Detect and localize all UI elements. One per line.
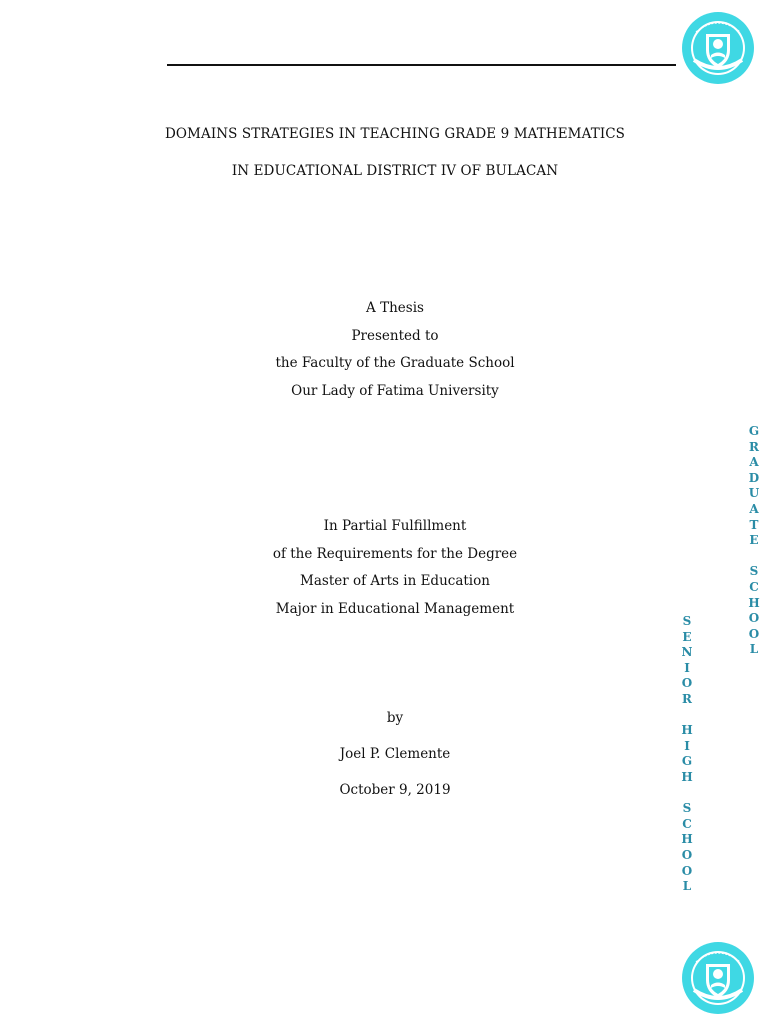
presentation-block bbox=[0, 295, 768, 405]
presentation-line: the Faculty of the Graduate School bbox=[275, 355, 515, 371]
presentation-line: Our Lady of Fatima University bbox=[291, 382, 499, 399]
presentation-line: A Thesis bbox=[366, 300, 424, 316]
author-name: Joel P. Clemente bbox=[339, 746, 451, 762]
senior-high-school-vertical-label: S E N I O R H I G H S C H O O L bbox=[681, 614, 693, 894]
thesis-title-line-2: IN EDUCATIONAL DISTRICT IV OF BULACAN bbox=[231, 163, 559, 179]
graduate-school-vertical-label: G R A D U A T E S C H O O L bbox=[748, 424, 760, 657]
date-block bbox=[0, 777, 768, 805]
fulfillment-line: Major in Educational Management bbox=[275, 600, 515, 617]
university-seal-icon-top bbox=[680, 10, 756, 86]
author-block bbox=[0, 741, 768, 769]
university-seal-icon-bottom bbox=[680, 940, 756, 1016]
fulfillment-line: Master of Arts in Education bbox=[300, 573, 490, 589]
submission-date: October 9, 2019 bbox=[339, 782, 451, 798]
fulfillment-block bbox=[0, 513, 768, 623]
header-rule bbox=[167, 64, 676, 66]
thesis-title-line-1: DOMAINS STRATEGIES IN TEACHING GRADE 9 MATHEMATICS bbox=[164, 126, 626, 142]
fulfillment-line: of the Requirements for the Degree bbox=[272, 545, 518, 562]
by-label: by bbox=[386, 710, 404, 726]
fulfillment-line: In Partial Fulfillment bbox=[323, 518, 467, 534]
presentation-line: Presented to bbox=[351, 327, 439, 344]
by-label-block bbox=[0, 705, 768, 733]
